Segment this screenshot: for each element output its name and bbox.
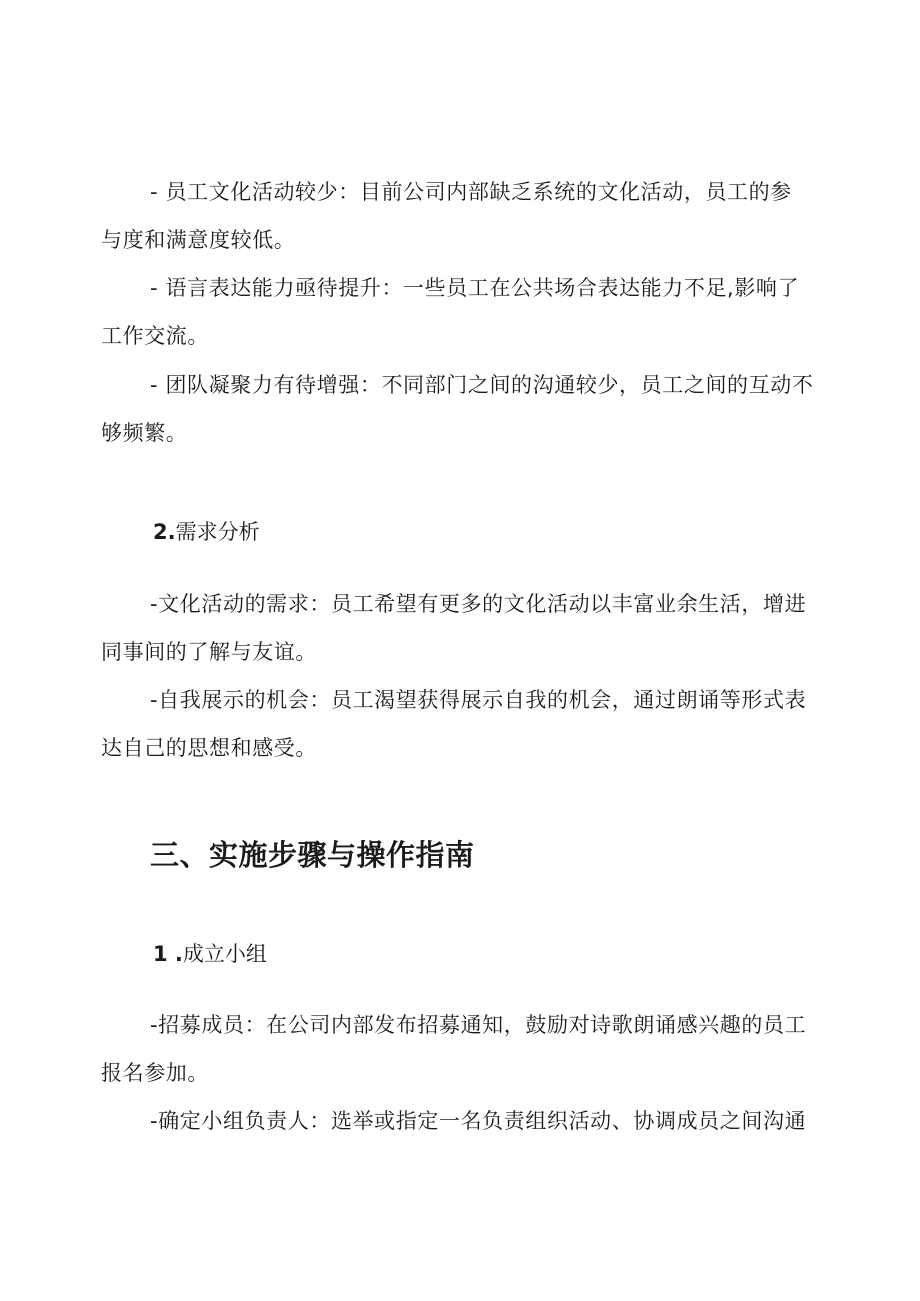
step-1-line-2: 报名参加。 [101, 1061, 209, 1085]
issue-1-line-1: - 员工文化活动较少：目前公司内部缺乏系统的文化活动，员工的参 [150, 180, 792, 204]
step-heading-title: 成立小组 [182, 942, 267, 966]
need-2-line-2: 达自己的思想和感受。 [101, 736, 317, 760]
issue-2-line-2: 工作交流。 [101, 324, 209, 348]
issue-3-line-2: 够频繁。 [101, 421, 188, 445]
need-1-line-2: 同事间的了解与友谊。 [101, 640, 317, 664]
needs-analysis-title: 需求分析 [175, 520, 260, 544]
needs-analysis-heading [153, 518, 260, 546]
need-1-line-1: -文化活动的需求：员工希望有更多的文化活动以丰富业余生活，增进 [150, 592, 807, 616]
issue-3-line-1: - 团队凝聚力有待增强：不同部门之间的沟通较少，员工之间的互动不 [150, 373, 814, 397]
step-2-line-1: -确定小组负责人：选举或指定一名负责组织活动、协调成员之间沟通 [150, 1109, 807, 1133]
step-1-line-1: -招募成员：在公司内部发布招募通知，鼓励对诗歌朗诵感兴趣的员工 [150, 1013, 807, 1037]
issue-2-line-1: - 语言表达能力亟待提升：一些员工在公共场合表达能力不足,影响了 [150, 276, 800, 300]
issue-1-line-2: 与度和满意度较低。 [101, 228, 296, 252]
needs-analysis-number: 2. [153, 520, 176, 544]
section-heading: 三、实施步骤与操作指南 [150, 838, 475, 872]
step-heading-number: 1 . [153, 942, 183, 966]
step-heading [153, 940, 267, 968]
need-2-line-1: -自我展示的机会：员工渴望获得展示自我的机会，通过朗诵等形式表 [150, 688, 807, 712]
